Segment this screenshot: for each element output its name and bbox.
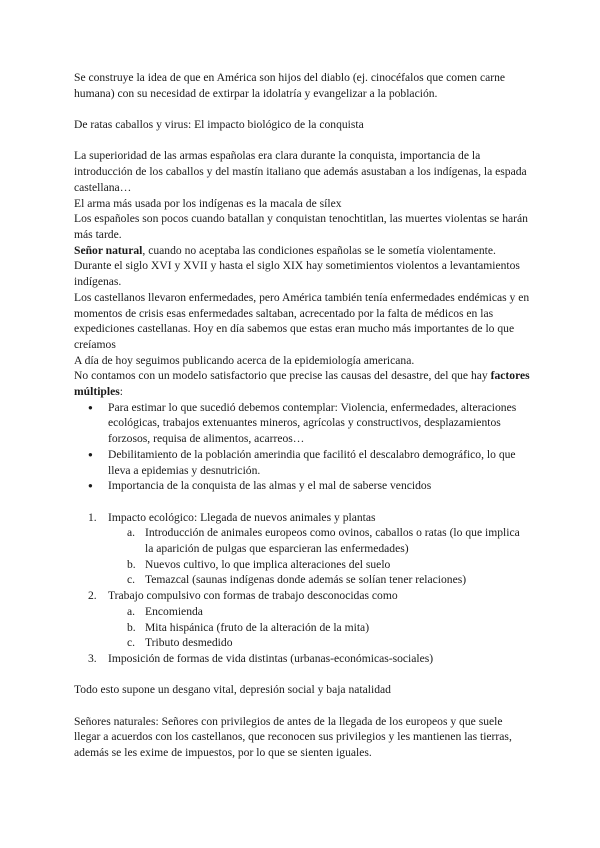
sub-marker: c.	[127, 636, 136, 650]
sub-text: Nuevos cultivo, lo que implica alteraciones del suelo	[145, 557, 391, 571]
sub-marker: b.	[127, 557, 136, 571]
sub-list	[74, 525, 530, 588]
item-text: Trabajo compulsivo con formas de trabajo desconocidas como	[108, 589, 398, 603]
sub-text: Introducción de animales europeos como ovinos, caballos o ratas (lo que implica la aparición de pulgas que esparcieran las enfermedades)	[145, 526, 520, 556]
numbered-item	[74, 588, 530, 604]
item-marker: 1.	[88, 510, 97, 524]
sub-marker: c.	[127, 573, 136, 587]
paragraph-tenochtitlan: Los españoles son pocos cuando batallan y conquistan tenochtitlan, las muertes violentas se harán más tarde.	[74, 212, 528, 241]
senor-natural-definition: , cuando no aceptaba las condiciones españolas se le sometía violentamente.	[142, 243, 496, 257]
paragraph-centuries: Durante el siglo XVI y XVII y hasta el siglo XIX hay sometimientos violentos a levantamientos indígenas.	[74, 259, 520, 289]
paragraph-indigenous-weapon: El arma más usada por los indígenas es la macala de sílex	[74, 196, 342, 210]
paragraph-weapons: La superioridad de las armas españolas era clara durante la conquista, importancia de la introducción de los caballos y del mastín italiano que además asustaban a los indígenas, la espada castellana…	[74, 149, 527, 194]
item-text: Impacto ecológico: Llegada de nuevos animales y plantas	[108, 510, 376, 524]
sub-item	[74, 572, 530, 588]
sub-text: Tributo desmedido	[145, 636, 233, 650]
term-senor-natural: Señor natural	[74, 243, 143, 257]
bullet-item: ● Debilitamiento de la población amerindia que facilitó el descalabro demográfico, lo que lleva a epidemias y desnutrición.	[74, 447, 530, 478]
sub-marker: a.	[127, 604, 136, 618]
paragraph-intro: Se construye la idea de que en América son hijos del diablo (ej. cinocéfalos que comen carne humana) con su necesidad de extirpar la idolatría y evangelizar a la población.	[74, 71, 506, 100]
sub-marker: a.	[127, 526, 136, 540]
sub-text: Encomienda	[145, 604, 203, 618]
paragraph-consequences: Todo esto supone un desgano vital, depresión social y baja natalidad	[74, 683, 391, 697]
numbered-item	[74, 651, 530, 667]
causes-colon: :	[119, 385, 123, 399]
numbered-item	[74, 510, 530, 526]
sub-marker: b.	[127, 620, 136, 634]
item-marker: 2.	[88, 589, 97, 603]
sub-text: Mita hispánica (fruto de la alteración de la mita)	[145, 620, 370, 634]
sub-item	[74, 525, 530, 556]
sub-item	[74, 604, 530, 620]
sub-item	[74, 620, 530, 636]
sub-item	[74, 557, 530, 573]
paragraph-causes	[74, 368, 530, 399]
paragraph-senor-natural	[74, 243, 530, 259]
section-heading: De ratas caballos y virus: El impacto biológico de la conquista	[74, 118, 364, 132]
bullet-item: ● Importancia de la conquista de las almas y el mal de saberse vencidos	[74, 478, 530, 494]
paragraph-epidemiology: A día de hoy seguimos publicando acerca de la epidemiología americana.	[74, 353, 415, 367]
bullet-item: ● Para estimar lo que sucedió debemos contemplar: Violencia, enfermedades, alteraciones ecológicas, trabajos extenuantes mineros, agrícolas y constructivos, desplazamientos forzosos, requisa de alimentos, acarreos…	[74, 400, 530, 447]
sub-text: Temazcal (saunas indígenas donde además se solían tener relaciones)	[145, 573, 467, 587]
sub-list	[74, 604, 530, 651]
item-marker: 3.	[88, 651, 97, 665]
term-factores-multiples: factores múltiples	[74, 369, 530, 399]
document-page	[74, 70, 530, 761]
item-text: Imposición de formas de vida distintas (urbanas-económicas-sociales)	[108, 651, 434, 665]
sub-item	[74, 635, 530, 651]
numbered-list	[74, 510, 530, 667]
paragraph-senores-naturales: Señores naturales: Señores con privilegios de antes de la llegada de los europeos y que suele llegar a acuerdos con los castellanos, que reconocen sus privilegios y les mantienen las tierras, además se les exime de impuestos, por lo que se sienten iguales.	[74, 714, 512, 760]
paragraph-diseases: Los castellanos llevaron enfermedades, pero América también tenía enfermedades endémicas y en momentos de crisis esas enfermedades saltaban, acrecentado por la falta de médicos en las expediciones castellanas. Hoy en día sabemos que estas eran mucho más importantes de lo que creíamos	[74, 290, 530, 351]
causes-text: No contamos con un modelo satisfactorio que precise las causas del desastre, del que hay	[74, 369, 488, 383]
bullet-list	[74, 400, 530, 494]
